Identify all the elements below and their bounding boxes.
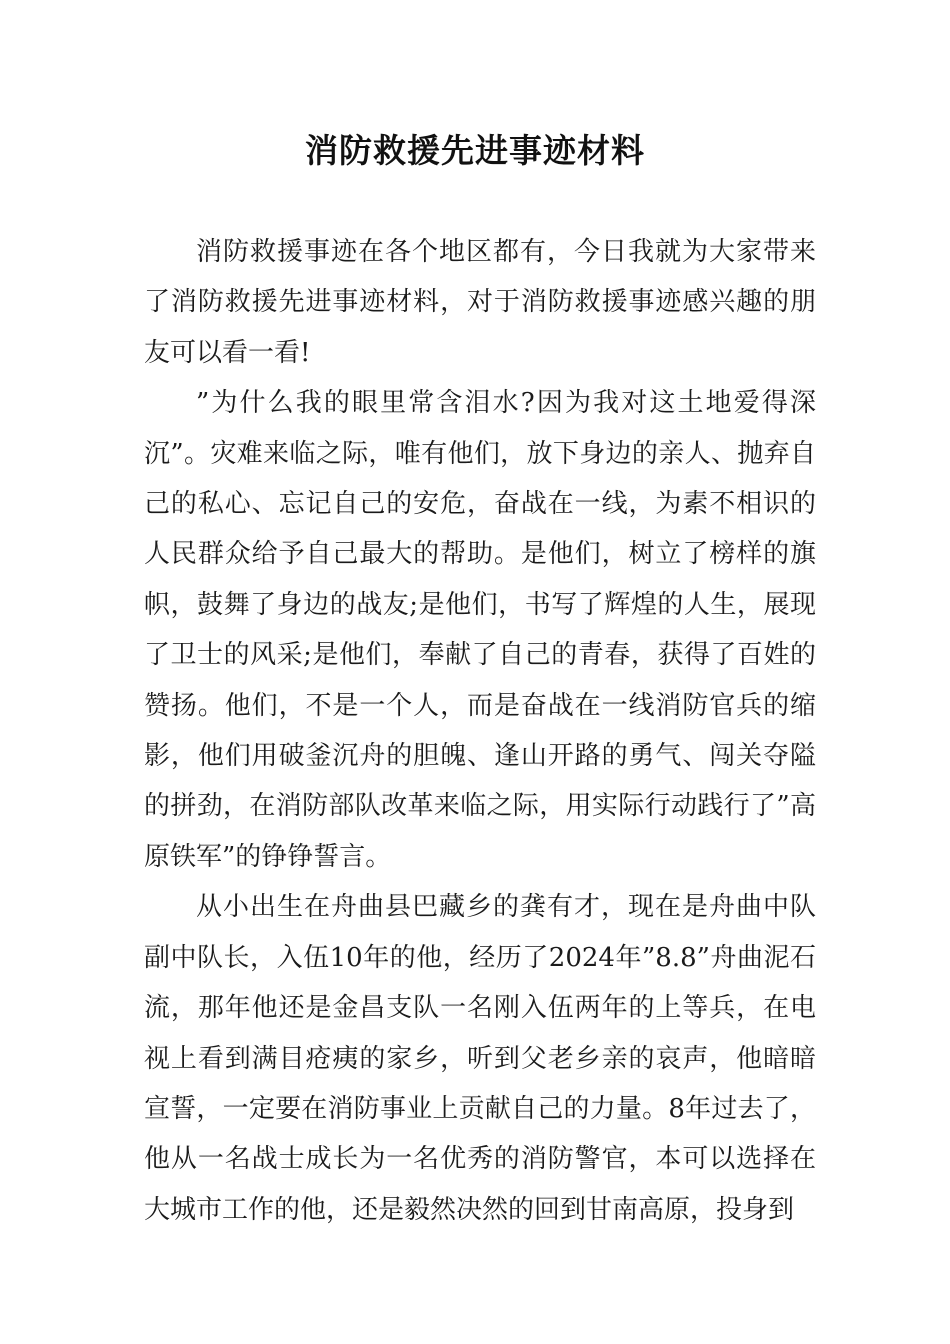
paragraph-intro: 消防救援事迹在各个地区都有，今日我就为大家带来了消防救援先进事迹材料，对于消防救援事迹感兴趣的朋友可以看一看!	[144, 237, 816, 368]
document-title: 消防救援先进事迹材料	[305, 131, 645, 170]
document-body	[144, 227, 816, 1235]
paragraph-gong-youcai: 从小出生在舟曲县巴藏乡的龚有才，现在是舟曲中队副中队长，入伍10年的他，经历了2024年”8.8”舟曲泥石流，那年他还是金昌支队一名刚入伍两年的上等兵，在电视上看到满目疮痍的家乡，听到父老乡亲的哀声，他暗暗宣誓，一定要在消防事业上贡献自己的力量。8年过去了，他从一名战士成长为一名优秀的消防警官，本可以选择在大城市工作的他，还是毅然决然的回到甘南高原，投身到	[144, 892, 816, 1225]
paragraph-tribute: ”为什么我的眼里常含泪水?因为我对这土地爱得深沉”。灾难来临之际，唯有他们，放下身边的亲人、抛弃自己的私心、忘记自己的安危，奋战在一线，为素不相识的人民群众给予自己最大的帮助。是他们，树立了榜样的旗帜，鼓舞了身边的战友;是他们，书写了辉煌的人生，展现了卫士的风采;是他们，奉献了自己的青春，获得了百姓的赞扬。他们，不是一个人，而是奋战在一线消防官兵的缩影，他们用破釜沉舟的胆魄、逢山开路的勇气、闯关夺隘的拼劲，在消防部队改革来临之际，用实际行动践行了”高原铁军”的铮铮誓言。	[144, 388, 816, 872]
